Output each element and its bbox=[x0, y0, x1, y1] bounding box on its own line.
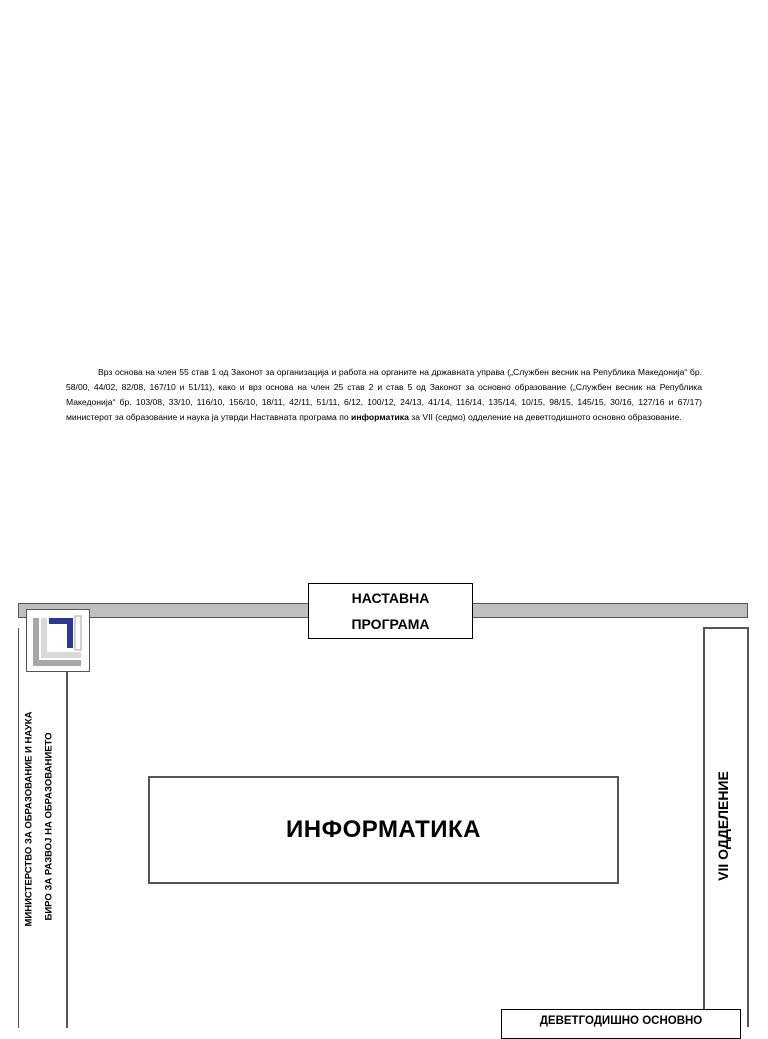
school-type-box bbox=[501, 1009, 741, 1039]
cover-title-line1: НАСТАВНА bbox=[351, 590, 430, 606]
subject-title-box bbox=[148, 776, 619, 884]
cover-title-box bbox=[308, 583, 473, 639]
intro-paragraph bbox=[66, 365, 702, 426]
ministry-label: МИНИСТЕРСТВО ЗА ОБРАЗОВАНИЕ И НАУКА bbox=[23, 711, 35, 927]
cover-title-line2: ПРОГРАМА bbox=[351, 616, 430, 632]
intro-text-part1: Врз основа на член 55 став 1 од Законот за организација и работа на органите на државната управа („Службен весник на Република Македонија“ бр. 58/00, 44/02, 82/08, 167/10 и 51/11), како и врз основа на член 25 став 2 и став 5 од Законот за основно образование („Службен весник на Република Македонија“ бр. 103/08, 33/10, 116/10, 156/10, 18/11, 42/11, 51/11, 6/12, 100/12, 24/13, 41/14, 116/14, 135/14, 10/15, 98/15, 145/15, 30/16, 127/16 и 67/17) министерот за образование и наука ја утврди Наставната програма по bbox=[66, 366, 702, 423]
bureau-label: БИРО ЗА РАЗВОЈ НА ОБРАЗОВАНИЕТО bbox=[43, 732, 55, 921]
grade-label: VII ОДДЕЛЕНИЕ bbox=[715, 771, 731, 881]
intro-text-part2: за VII (седмо) одделение на деветгодишното основно образование. bbox=[408, 412, 682, 423]
subject-title: ИНФОРМАТИКА bbox=[286, 816, 481, 843]
school-type-label: ДЕВЕТГОДИШНО ОСНОВНО bbox=[539, 1015, 703, 1027]
bureau-logo-icon bbox=[26, 609, 90, 672]
intro-text-bold: информатика bbox=[351, 412, 409, 423]
